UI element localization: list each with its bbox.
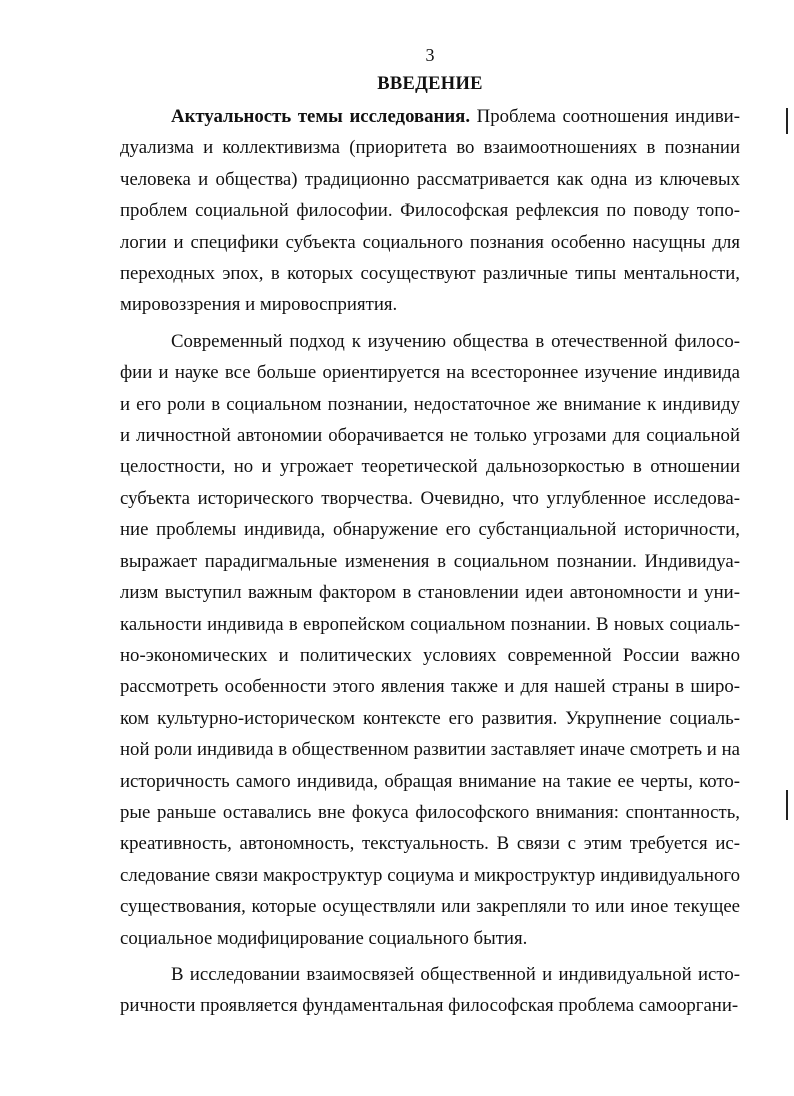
margin-scan-mark <box>786 108 788 134</box>
paragraph-modern-approach <box>120 326 740 954</box>
section-heading: ВВЕДЕНИЕ <box>377 74 483 94</box>
paragraph-text: В исследовании взаимосвязей общественной и индивидуальной историчности проявляется фундаментальная философская проблема самооргани- <box>120 963 740 1017</box>
paragraph-research <box>120 959 740 1022</box>
document-page <box>120 0 740 1096</box>
paragraph-lead: Актуальность темы исследования. <box>171 106 471 127</box>
paragraph-relevance <box>120 101 740 321</box>
margin-scan-mark <box>786 790 788 820</box>
body-text <box>120 101 740 1022</box>
page-number: 3 <box>425 45 435 65</box>
paragraph-text: Проблема соотношения индивидуализма и коллективизма (приоритета во взаимоотношениях в познании человека и общества) традиционно рассматривается как одна из ключевых проблем социальной философии. Философская рефлексия по поводу топологии и специфики субъекта социального познания особенно насущны для переходных эпох, в которых сосуществуют различные типы ментальности, мировоззрения и мировосприятия. <box>120 106 741 316</box>
paragraph-text: Современный подход к изучению общества в отечественной философии и науке все больше ориентируется на всестороннее изучение индивида и его роли в социальном познании, недостаточное же внимание к индивиду и личностной автономии оборачивается не только угрозами для социальной целостности, но и угрожает теоретической дальнозоркостью в отношении субъекта исторического творчества. Очевидно, что углубленное исследование проблемы индивида, обнаружение его субстанциальной историчности, выражает парадигмальные изменения в социальном познании. Индивидуализм выступил важным фактором в становлении идеи автономности и уникальности индивида в европейском социальном познании. В новых социально-экономических и политических условиях современной России важно рассмотреть особенности этого явления также и для нашей страны в широком культурно-историческом контексте его развития. Укрупнение социальной роли индивида в общественном развитии заставляет иначе смотреть и на историчность самого индивида, обращая внимание на такие ее черты, которые раньше оставались вне фокуса философского внимания: спонтанность, креативность, автономность, текстуальность. В связи с этим требуется исследование связи макроструктур социума и микроструктур индивидуального существования, которые осуществляли или закрепляли то или иное текущее социальное модифицирование социального бытия. <box>120 330 740 949</box>
